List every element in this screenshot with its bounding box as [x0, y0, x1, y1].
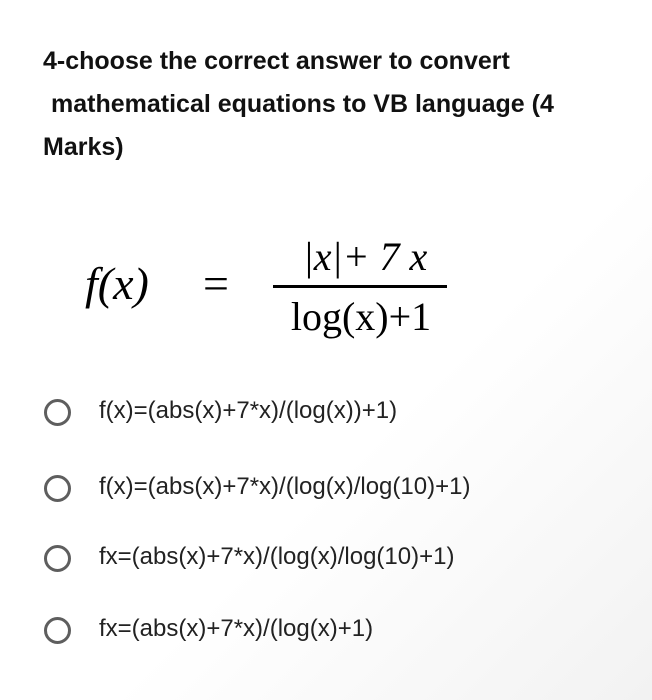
- formula-equals: =: [203, 258, 229, 309]
- formula-denominator: log(x)+1: [290, 294, 432, 339]
- question-text: [43, 40, 633, 169]
- option-3[interactable]: [42, 542, 642, 582]
- question-line-2: mathematical equations to VB language (4: [51, 90, 554, 118]
- option-4[interactable]: [42, 614, 642, 654]
- radio-button-2[interactable]: [44, 475, 71, 502]
- radio-button-3[interactable]: [44, 545, 71, 572]
- option-2-label[interactable]: f(x)=(abs(x)+7*x)/(log(x)/log(10)+1): [99, 473, 471, 500]
- fraction-bar: [273, 285, 447, 288]
- formula-numerator: |x|+ 7 x: [302, 234, 428, 279]
- option-4-label[interactable]: fx=(abs(x)+7*x)/(log(x)+1): [99, 615, 374, 642]
- option-1-label[interactable]: f(x)=(abs(x)+7*x)/(log(x))+1): [99, 397, 398, 424]
- option-3-label[interactable]: fx=(abs(x)+7*x)/(log(x)/log(10)+1): [99, 543, 455, 570]
- formula-lhs: f(x): [85, 258, 149, 309]
- radio-button-1[interactable]: [44, 399, 71, 426]
- question-line-3: Marks): [43, 133, 124, 161]
- formula-image: [85, 235, 465, 345]
- question-line-1: 4-choose the correct answer to convert: [43, 47, 510, 75]
- radio-button-4[interactable]: [44, 617, 71, 644]
- option-1[interactable]: [42, 396, 642, 436]
- option-2[interactable]: [42, 472, 642, 512]
